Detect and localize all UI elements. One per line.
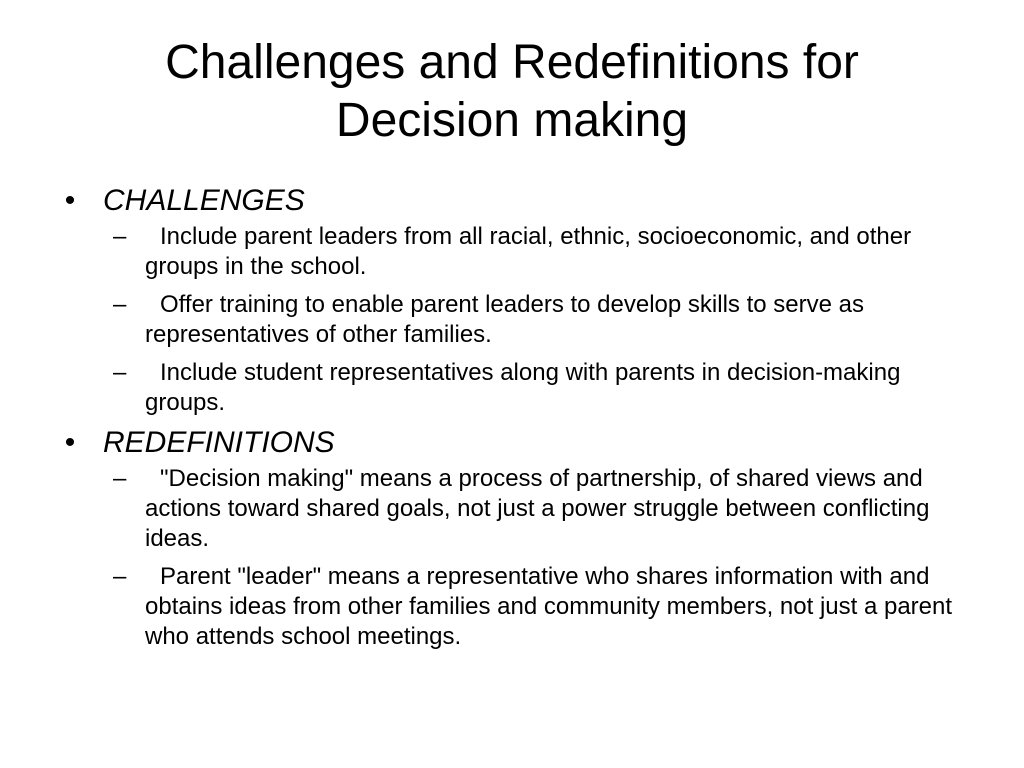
list-item bbox=[60, 562, 970, 652]
list-item-text: Offer training to enable parent leaders to develop skills to serve as representatives of other families. bbox=[145, 291, 864, 348]
title-line-2: Decision making bbox=[335, 94, 689, 147]
section-heading-text: REDEFINITIONS bbox=[103, 426, 335, 459]
section-heading-text: CHALLENGES bbox=[103, 184, 305, 217]
dash-icon: – bbox=[113, 291, 127, 318]
list-item-text: Include parent leaders from all racial, ethnic, socioeconomic, and other groups in the school. bbox=[145, 223, 912, 280]
challenges-list bbox=[60, 222, 970, 418]
slide-content bbox=[60, 184, 970, 660]
title-line-1: Challenges and Redefinitions for bbox=[165, 36, 859, 89]
dash-icon: – bbox=[113, 465, 127, 492]
list-item bbox=[60, 290, 970, 350]
list-item-text: Include student representatives along with parents in decision-making groups. bbox=[145, 359, 901, 416]
list-item bbox=[60, 222, 970, 282]
bullet-icon: • bbox=[64, 426, 76, 459]
list-item-text: "Decision making" means a process of partnership, of shared views and actions toward shared goals, not just a power struggle between conflicting ideas. bbox=[145, 465, 930, 552]
bullet-icon: • bbox=[64, 184, 76, 217]
redefinitions-list bbox=[60, 464, 970, 652]
dash-icon: – bbox=[113, 359, 127, 386]
dash-icon: – bbox=[113, 563, 127, 590]
slide-title bbox=[60, 34, 964, 150]
list-item bbox=[60, 358, 970, 418]
dash-icon: – bbox=[113, 223, 127, 250]
list-item bbox=[60, 464, 970, 554]
list-item-text: Parent "leader" means a representative who shares information with and obtains ideas from other families and community members, not just a parent who attends school meetings. bbox=[145, 563, 953, 650]
section-heading-redefinitions bbox=[60, 426, 970, 460]
section-heading-challenges bbox=[60, 184, 970, 218]
